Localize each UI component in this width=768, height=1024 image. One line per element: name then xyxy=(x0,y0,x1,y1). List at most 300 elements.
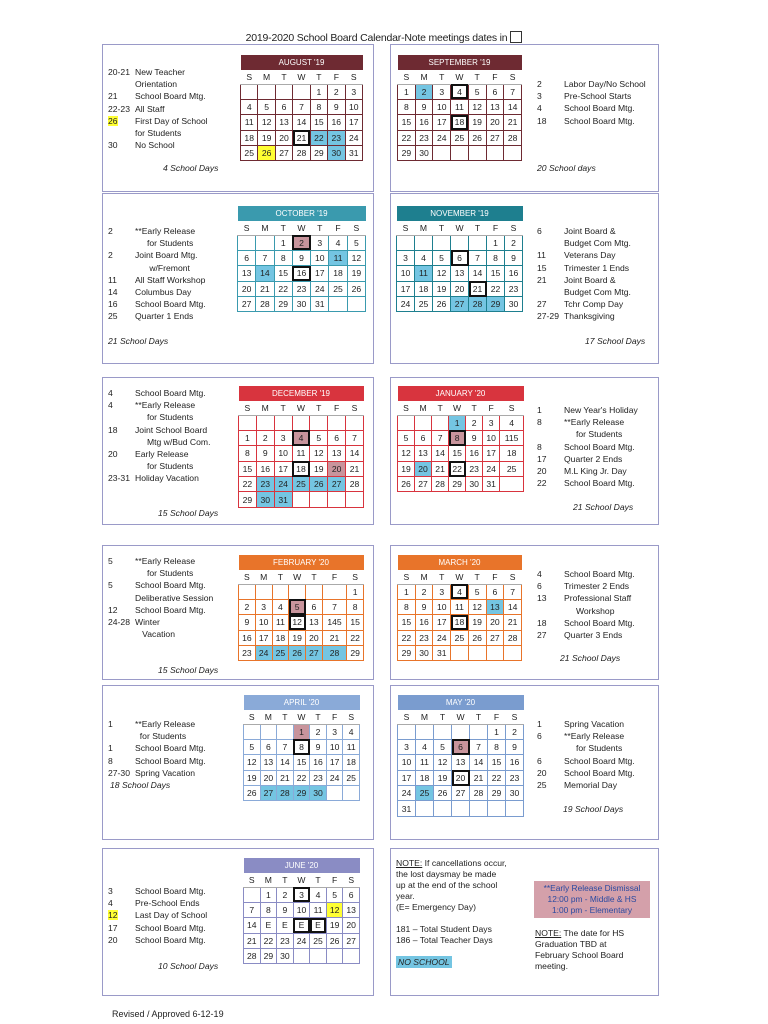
day-cell: 19 xyxy=(468,115,486,130)
event-item xyxy=(108,616,213,628)
day-cell: 23 xyxy=(292,281,310,296)
day-cell xyxy=(470,801,488,816)
day-cell: 10 xyxy=(433,599,451,614)
weekday-label: T xyxy=(277,873,294,887)
day-cell: 4 xyxy=(310,887,327,902)
weekday-label: T xyxy=(306,570,323,584)
day-cell xyxy=(329,297,347,312)
day-cell: 22 xyxy=(347,630,364,645)
event-text: Professional Staff xyxy=(564,593,632,604)
day-cell: 13 xyxy=(238,266,256,281)
event-text: for Students xyxy=(135,731,187,742)
day-cell: 9 xyxy=(415,599,433,614)
event-text: School Board Mtg. xyxy=(135,934,206,945)
event-text: Columbus Day xyxy=(135,287,192,298)
event-text: School Board Mtg. xyxy=(135,755,206,766)
week-row xyxy=(244,755,360,770)
month-june-20-calendar xyxy=(243,858,360,964)
event-text: School Board Mtg. xyxy=(564,478,635,489)
day-cell: 3 xyxy=(293,887,310,902)
week-row xyxy=(397,297,523,312)
day-cell: 18 xyxy=(416,770,434,785)
event-item xyxy=(108,742,206,754)
day-cell: 22 xyxy=(488,770,506,785)
day-cell: 1 xyxy=(398,584,416,599)
event-date xyxy=(108,592,135,604)
day-cell: 15 xyxy=(398,615,416,630)
day-cell xyxy=(451,146,469,161)
week-row xyxy=(239,615,364,630)
weekday-label: T xyxy=(277,710,294,724)
day-cell: 12 xyxy=(398,446,415,461)
weekday-label: M xyxy=(416,710,434,724)
day-cell: 18 xyxy=(241,130,258,145)
day-cell xyxy=(504,646,522,661)
event-date: 11 xyxy=(108,274,117,285)
day-cell: 30 xyxy=(277,949,294,964)
day-cell: 12 xyxy=(244,755,261,770)
event-date: 8 xyxy=(537,417,542,428)
weekday-label: T xyxy=(433,570,451,584)
event-item xyxy=(108,424,210,436)
day-cell: 13 xyxy=(415,446,432,461)
event-item xyxy=(108,115,208,127)
event-text: School Board Mtg. xyxy=(564,569,635,579)
month-may-20-calendar xyxy=(397,695,524,817)
event-date xyxy=(108,436,135,448)
day-cell: 2 xyxy=(328,84,345,99)
month-header: SEPTEMBER '19 xyxy=(398,55,522,70)
event-item xyxy=(108,934,207,946)
weekday-label: W xyxy=(292,401,310,415)
event-text: Joint Board & xyxy=(564,274,616,285)
day-cell: 26 xyxy=(347,281,365,296)
day-cell: 10 xyxy=(483,430,500,445)
event-item xyxy=(537,298,631,310)
early-release-line-0: **Early Release Dismissal xyxy=(543,883,641,893)
day-cell xyxy=(434,801,452,816)
event-item xyxy=(537,225,631,237)
event-item xyxy=(108,286,206,298)
event-date: 4 xyxy=(108,388,113,398)
month-october-19-events xyxy=(108,225,206,323)
event-text: Quarter 1 Ends xyxy=(135,311,194,322)
month-june-20-school-days: 10 School Days xyxy=(158,961,219,971)
week-row xyxy=(398,786,524,801)
note-line-4: (E= Emergency Day) xyxy=(396,902,476,912)
day-cell: 26 xyxy=(310,477,328,492)
event-date: 6 xyxy=(537,226,542,236)
weekday-label: S xyxy=(398,710,416,724)
day-cell xyxy=(451,646,469,661)
day-cell xyxy=(241,84,258,99)
month-april-20-calendar xyxy=(243,695,360,801)
day-cell: 19 xyxy=(258,130,275,145)
revised-note: Revised / Approved 6-12-19 xyxy=(112,1009,224,1019)
event-text: No School xyxy=(135,140,175,151)
day-cell: 115 xyxy=(500,430,524,445)
event-text: School Board Mtg. xyxy=(135,604,206,615)
day-cell: 22 xyxy=(310,130,327,145)
day-cell xyxy=(289,584,306,599)
week-row xyxy=(398,615,522,630)
event-date: 12 xyxy=(108,604,118,615)
early-release-box xyxy=(534,881,650,918)
day-cell: 17 xyxy=(255,630,272,645)
day-cell: 18 xyxy=(415,281,433,296)
day-cell: 15 xyxy=(487,266,505,281)
event-item xyxy=(537,416,638,428)
event-text: Deliberative Session xyxy=(135,592,214,603)
day-cell: 17 xyxy=(397,281,415,296)
weekday-label: T xyxy=(468,570,486,584)
day-cell: 30 xyxy=(505,297,523,312)
event-date: 2 xyxy=(108,250,113,261)
day-cell: 2 xyxy=(239,599,256,614)
month-header: AUGUST '19 xyxy=(241,55,363,70)
event-date: 24-28 xyxy=(108,617,130,628)
day-cell: 28 xyxy=(244,949,261,964)
week-row xyxy=(398,84,522,99)
week-row xyxy=(238,266,366,281)
event-item xyxy=(108,298,206,310)
day-cell: 6 xyxy=(343,887,360,902)
day-cell: 20 xyxy=(451,281,469,296)
month-august-19-calendar xyxy=(240,55,363,161)
day-cell xyxy=(488,801,506,816)
day-cell: 23 xyxy=(466,461,483,476)
day-cell: 20 xyxy=(452,770,470,785)
day-cell: 5 xyxy=(289,599,306,614)
weekday-label: W xyxy=(289,570,306,584)
day-cell: 24 xyxy=(398,786,416,801)
day-cell: 5 xyxy=(326,887,343,902)
week-row xyxy=(398,415,524,430)
day-cell: 3 xyxy=(398,739,416,754)
event-item xyxy=(537,767,635,779)
event-date xyxy=(537,428,564,440)
event-date: 27-30 xyxy=(108,767,130,778)
day-cell: 31 xyxy=(398,801,416,816)
day-cell xyxy=(416,801,434,816)
day-cell: 24 xyxy=(433,630,451,645)
event-date: 2 xyxy=(108,226,113,236)
day-cell: 3 xyxy=(397,250,415,265)
day-cell: 12 xyxy=(289,615,306,630)
day-cell: 5 xyxy=(468,84,486,99)
day-cell xyxy=(256,415,274,430)
day-cell: 24 xyxy=(311,281,329,296)
day-cell xyxy=(346,492,364,507)
event-date: 21 xyxy=(537,274,547,285)
day-cell: 28 xyxy=(470,786,488,801)
day-cell: 20 xyxy=(260,770,277,785)
day-cell: 1 xyxy=(487,235,505,250)
day-cell: 13 xyxy=(452,755,470,770)
event-text: for Students xyxy=(135,461,194,472)
day-cell: 7 xyxy=(504,84,522,99)
day-cell: 11 xyxy=(343,739,360,754)
day-cell: 29 xyxy=(274,297,292,312)
event-date: 17 xyxy=(108,922,118,933)
month-march-20-calendar xyxy=(397,555,522,661)
event-date: 1 xyxy=(537,719,542,729)
weekday-label: T xyxy=(310,873,327,887)
note-block xyxy=(396,858,521,968)
event-date: 1 xyxy=(537,405,542,415)
day-cell: 27 xyxy=(452,786,470,801)
week-row xyxy=(398,599,522,614)
event-text: Early Release xyxy=(135,449,189,460)
weekday-label: F xyxy=(328,70,345,84)
event-text: School Board Mtg. xyxy=(135,922,206,933)
event-item xyxy=(108,66,208,78)
day-cell: 8 xyxy=(310,99,327,114)
week-row xyxy=(239,430,364,445)
weekday-label: S xyxy=(398,70,416,84)
month-january-20-events xyxy=(537,404,638,489)
day-cell: 20 xyxy=(343,918,360,933)
day-cell: 27 xyxy=(275,146,292,161)
note-line-0: If cancellations occur, xyxy=(422,858,507,868)
event-item xyxy=(108,755,206,767)
day-cell: 19 xyxy=(326,918,343,933)
event-item xyxy=(537,404,638,416)
weekday-label: S xyxy=(244,873,261,887)
day-cell xyxy=(322,584,346,599)
event-text: Budget Com Mtg. xyxy=(564,287,631,298)
event-date: 21 xyxy=(108,91,118,102)
event-text: for Students xyxy=(564,429,623,440)
event-date: 6 xyxy=(537,581,542,592)
day-cell: 13 xyxy=(451,266,469,281)
day-cell: 7 xyxy=(277,739,294,754)
event-item xyxy=(108,579,213,591)
weekday-label: W xyxy=(452,710,470,724)
event-text: for Students xyxy=(135,412,194,423)
event-text: Joint Board Mtg. xyxy=(135,250,198,261)
day-cell: 2 xyxy=(506,724,524,739)
day-cell: 26 xyxy=(468,130,486,145)
event-date: 2 xyxy=(537,79,542,89)
event-date: 4 xyxy=(537,569,542,579)
day-cell: 26 xyxy=(326,933,343,948)
day-cell: 9 xyxy=(310,739,327,754)
day-cell xyxy=(255,584,272,599)
day-cell: 22 xyxy=(449,461,466,476)
day-cell: 14 xyxy=(346,446,364,461)
day-cell: 4 xyxy=(500,415,524,430)
note-line-1: the lost daysmay be made xyxy=(396,869,497,879)
day-cell: 11 xyxy=(329,250,347,265)
weekday-label: T xyxy=(432,401,449,415)
week-row xyxy=(241,99,363,114)
event-date: 4 xyxy=(108,898,113,909)
event-item xyxy=(537,428,638,440)
day-cell: 1 xyxy=(449,415,466,430)
day-cell: 30 xyxy=(466,477,483,492)
weekday-label: F xyxy=(326,710,343,724)
event-item xyxy=(108,78,208,90)
day-cell: 25 xyxy=(241,146,258,161)
event-date: 1 xyxy=(108,719,113,729)
day-cell: E xyxy=(310,918,327,933)
week-row xyxy=(398,461,524,476)
event-text: School Board Mtg. xyxy=(564,755,635,766)
day-cell: 21 xyxy=(470,770,488,785)
day-cell xyxy=(500,477,524,492)
event-date: 8 xyxy=(108,755,113,766)
day-cell: 5 xyxy=(347,235,365,250)
day-cell: E xyxy=(277,918,294,933)
day-cell: 2 xyxy=(415,84,433,99)
day-cell: 30 xyxy=(292,297,310,312)
day-cell: 6 xyxy=(452,739,470,754)
day-cell: 15 xyxy=(239,461,257,476)
day-cell: 22 xyxy=(274,281,292,296)
day-cell: 3 xyxy=(433,84,451,99)
event-date xyxy=(108,78,135,90)
day-cell: 15 xyxy=(488,755,506,770)
day-cell: 6 xyxy=(328,430,346,445)
day-cell: 11 xyxy=(416,755,434,770)
day-cell xyxy=(415,235,433,250)
weekday-label: T xyxy=(311,221,329,235)
event-text: All Staff Workshop xyxy=(135,274,206,285)
weekday-label: M xyxy=(256,401,274,415)
day-cell xyxy=(468,146,486,161)
weekday-label: S xyxy=(343,873,360,887)
day-cell: 8 xyxy=(260,902,277,917)
weekday-label: M xyxy=(415,70,433,84)
event-item xyxy=(537,441,638,453)
day-cell: 30 xyxy=(256,492,274,507)
event-item xyxy=(537,568,635,580)
week-row xyxy=(239,492,364,507)
note-heading: NOTE: xyxy=(396,858,423,868)
day-cell xyxy=(326,949,343,964)
day-cell: 6 xyxy=(260,739,277,754)
day-cell: 21 xyxy=(277,770,294,785)
day-cell: 16 xyxy=(506,755,524,770)
event-date: 6 xyxy=(537,755,542,766)
week-row xyxy=(398,724,524,739)
day-cell: 27 xyxy=(415,477,432,492)
weekday-label: S xyxy=(343,710,360,724)
event-item xyxy=(537,617,635,629)
event-text: Workshop xyxy=(564,605,615,616)
event-item xyxy=(108,103,208,115)
event-text: Holiday Vacation xyxy=(135,473,199,484)
day-cell: 20 xyxy=(415,461,432,476)
day-cell: 4 xyxy=(451,584,469,599)
event-date: 20 xyxy=(537,466,547,477)
day-cell: 15 xyxy=(398,115,416,130)
event-text: Memorial Day xyxy=(564,780,618,791)
day-cell xyxy=(343,786,360,801)
day-cell: 17 xyxy=(274,461,292,476)
day-cell: 26 xyxy=(289,646,306,661)
weekday-label: W xyxy=(451,221,469,235)
day-cell: 31 xyxy=(311,297,329,312)
event-item xyxy=(537,592,635,604)
day-cell: 15 xyxy=(274,266,292,281)
day-cell: 7 xyxy=(470,739,488,754)
day-cell: 27 xyxy=(328,477,346,492)
weekday-label: F xyxy=(486,570,504,584)
event-item xyxy=(108,274,206,286)
event-date: 22-23 xyxy=(108,103,130,114)
day-cell xyxy=(433,235,451,250)
day-cell: 14 xyxy=(504,599,522,614)
weekday-label: W xyxy=(293,873,310,887)
day-cell: 10 xyxy=(326,739,343,754)
day-cell: 7 xyxy=(256,250,274,265)
month-december-19-school-days: 15 School Days xyxy=(158,508,219,518)
day-cell: 20 xyxy=(486,115,504,130)
day-cell: 17 xyxy=(311,266,329,281)
weekday-label: S xyxy=(345,70,362,84)
day-cell xyxy=(343,949,360,964)
weekday-label: T xyxy=(310,401,328,415)
day-cell: 20 xyxy=(486,615,504,630)
day-cell: 12 xyxy=(326,902,343,917)
day-cell xyxy=(469,235,487,250)
day-cell: 6 xyxy=(275,99,292,114)
weekday-label: F xyxy=(328,401,346,415)
day-cell: 26 xyxy=(258,146,275,161)
day-cell: 4 xyxy=(416,739,434,754)
day-cell: 23 xyxy=(277,933,294,948)
day-cell: 26 xyxy=(433,297,451,312)
note-line-3: year. xyxy=(396,891,415,901)
event-item xyxy=(537,779,635,791)
week-row xyxy=(398,446,524,461)
day-cell: 20 xyxy=(275,130,292,145)
weekday-label: F xyxy=(483,401,500,415)
day-cell: 22 xyxy=(239,477,257,492)
event-item xyxy=(108,767,206,779)
event-date: 16 xyxy=(108,299,118,310)
day-cell: 31 xyxy=(433,646,451,661)
day-cell: 19 xyxy=(347,266,365,281)
day-cell xyxy=(272,584,289,599)
weekday-label: M xyxy=(415,221,433,235)
month-september-19-events xyxy=(537,78,646,127)
day-cell: 10 xyxy=(311,250,329,265)
day-cell: 24 xyxy=(274,477,292,492)
month-header: OCTOBER '19 xyxy=(238,206,366,221)
week-row xyxy=(244,918,360,933)
day-cell: 16 xyxy=(310,755,327,770)
day-cell: 28 xyxy=(346,477,364,492)
week-row xyxy=(244,770,360,785)
day-cell: 3 xyxy=(433,584,451,599)
day-cell: 27 xyxy=(451,297,469,312)
day-cell: 19 xyxy=(244,770,261,785)
week-row xyxy=(398,770,524,785)
day-cell: 28 xyxy=(504,130,522,145)
week-row xyxy=(398,477,524,492)
day-cell: 18 xyxy=(329,266,347,281)
month-october-19-calendar xyxy=(237,206,366,312)
event-item xyxy=(108,909,207,921)
day-cell: 20 xyxy=(306,630,323,645)
day-cell: 2 xyxy=(415,584,433,599)
week-row xyxy=(239,461,364,476)
event-text: School Board Mtg. xyxy=(564,115,635,126)
event-date: 27-29 xyxy=(537,311,559,322)
